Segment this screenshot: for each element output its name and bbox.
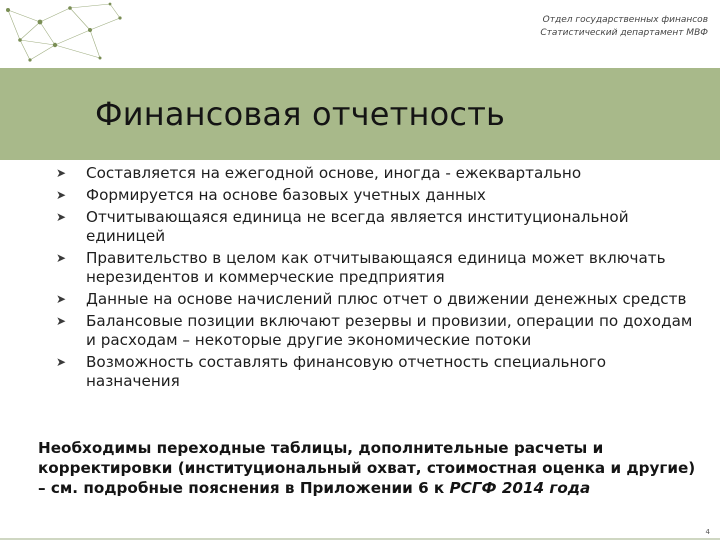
network-logo-graphic: [0, 0, 140, 70]
bullet-item: [56, 164, 696, 183]
bullet-text: Правительство в целом как отчитывающаяся единица может включать нерезидентов и коммерческие предприятия: [86, 249, 666, 286]
bullet-text: Формируется на основе базовых учетных данных: [86, 186, 486, 204]
bullet-item: [56, 353, 696, 391]
bullet-item: [56, 312, 696, 350]
chevron-right-icon: ➤: [56, 210, 67, 224]
bullet-list: [56, 164, 696, 394]
bullet-item: [56, 208, 696, 246]
bullet-text: Отчитывающаяся единица не всегда является институциональной единицей: [86, 208, 629, 245]
bullet-text: Возможность составлять финансовую отчетность специального назначения: [86, 353, 606, 390]
slide-title: Финансовая отчетность: [95, 95, 506, 133]
bullet-item: [56, 290, 696, 309]
department-header: [540, 14, 708, 40]
department-line-1: Отдел государственных финансов: [542, 15, 708, 25]
chevron-right-icon: ➤: [56, 355, 67, 369]
page-number: 4: [705, 528, 710, 536]
summary-reference: РСГФ 2014 года: [449, 479, 591, 497]
chevron-right-icon: ➤: [56, 166, 67, 180]
summary-note: [38, 438, 698, 498]
bullet-text: Балансовые позиции включают резервы и провизии, операции по доходам и расходам – некоторые другие экономические потоки: [86, 312, 693, 349]
bullet-item: [56, 186, 696, 205]
bullet-text: Составляется на ежегодной основе, иногда - ежеквартально: [86, 164, 582, 182]
summary-text: Необходимы переходные таблицы, дополнительные расчеты и корректировки (институциональный охват, стоимостная оценка и другие) – см. подробные пояснения в Приложении 6 к: [38, 439, 696, 497]
chevron-right-icon: ➤: [56, 188, 67, 202]
chevron-right-icon: ➤: [56, 292, 67, 306]
department-line-2: Статистический департамент МВФ: [540, 28, 708, 38]
bullet-item: [56, 249, 696, 287]
chevron-right-icon: ➤: [56, 314, 67, 328]
chevron-right-icon: ➤: [56, 251, 67, 265]
bullet-text: Данные на основе начислений плюс отчет о движении денежных средств: [86, 290, 687, 308]
